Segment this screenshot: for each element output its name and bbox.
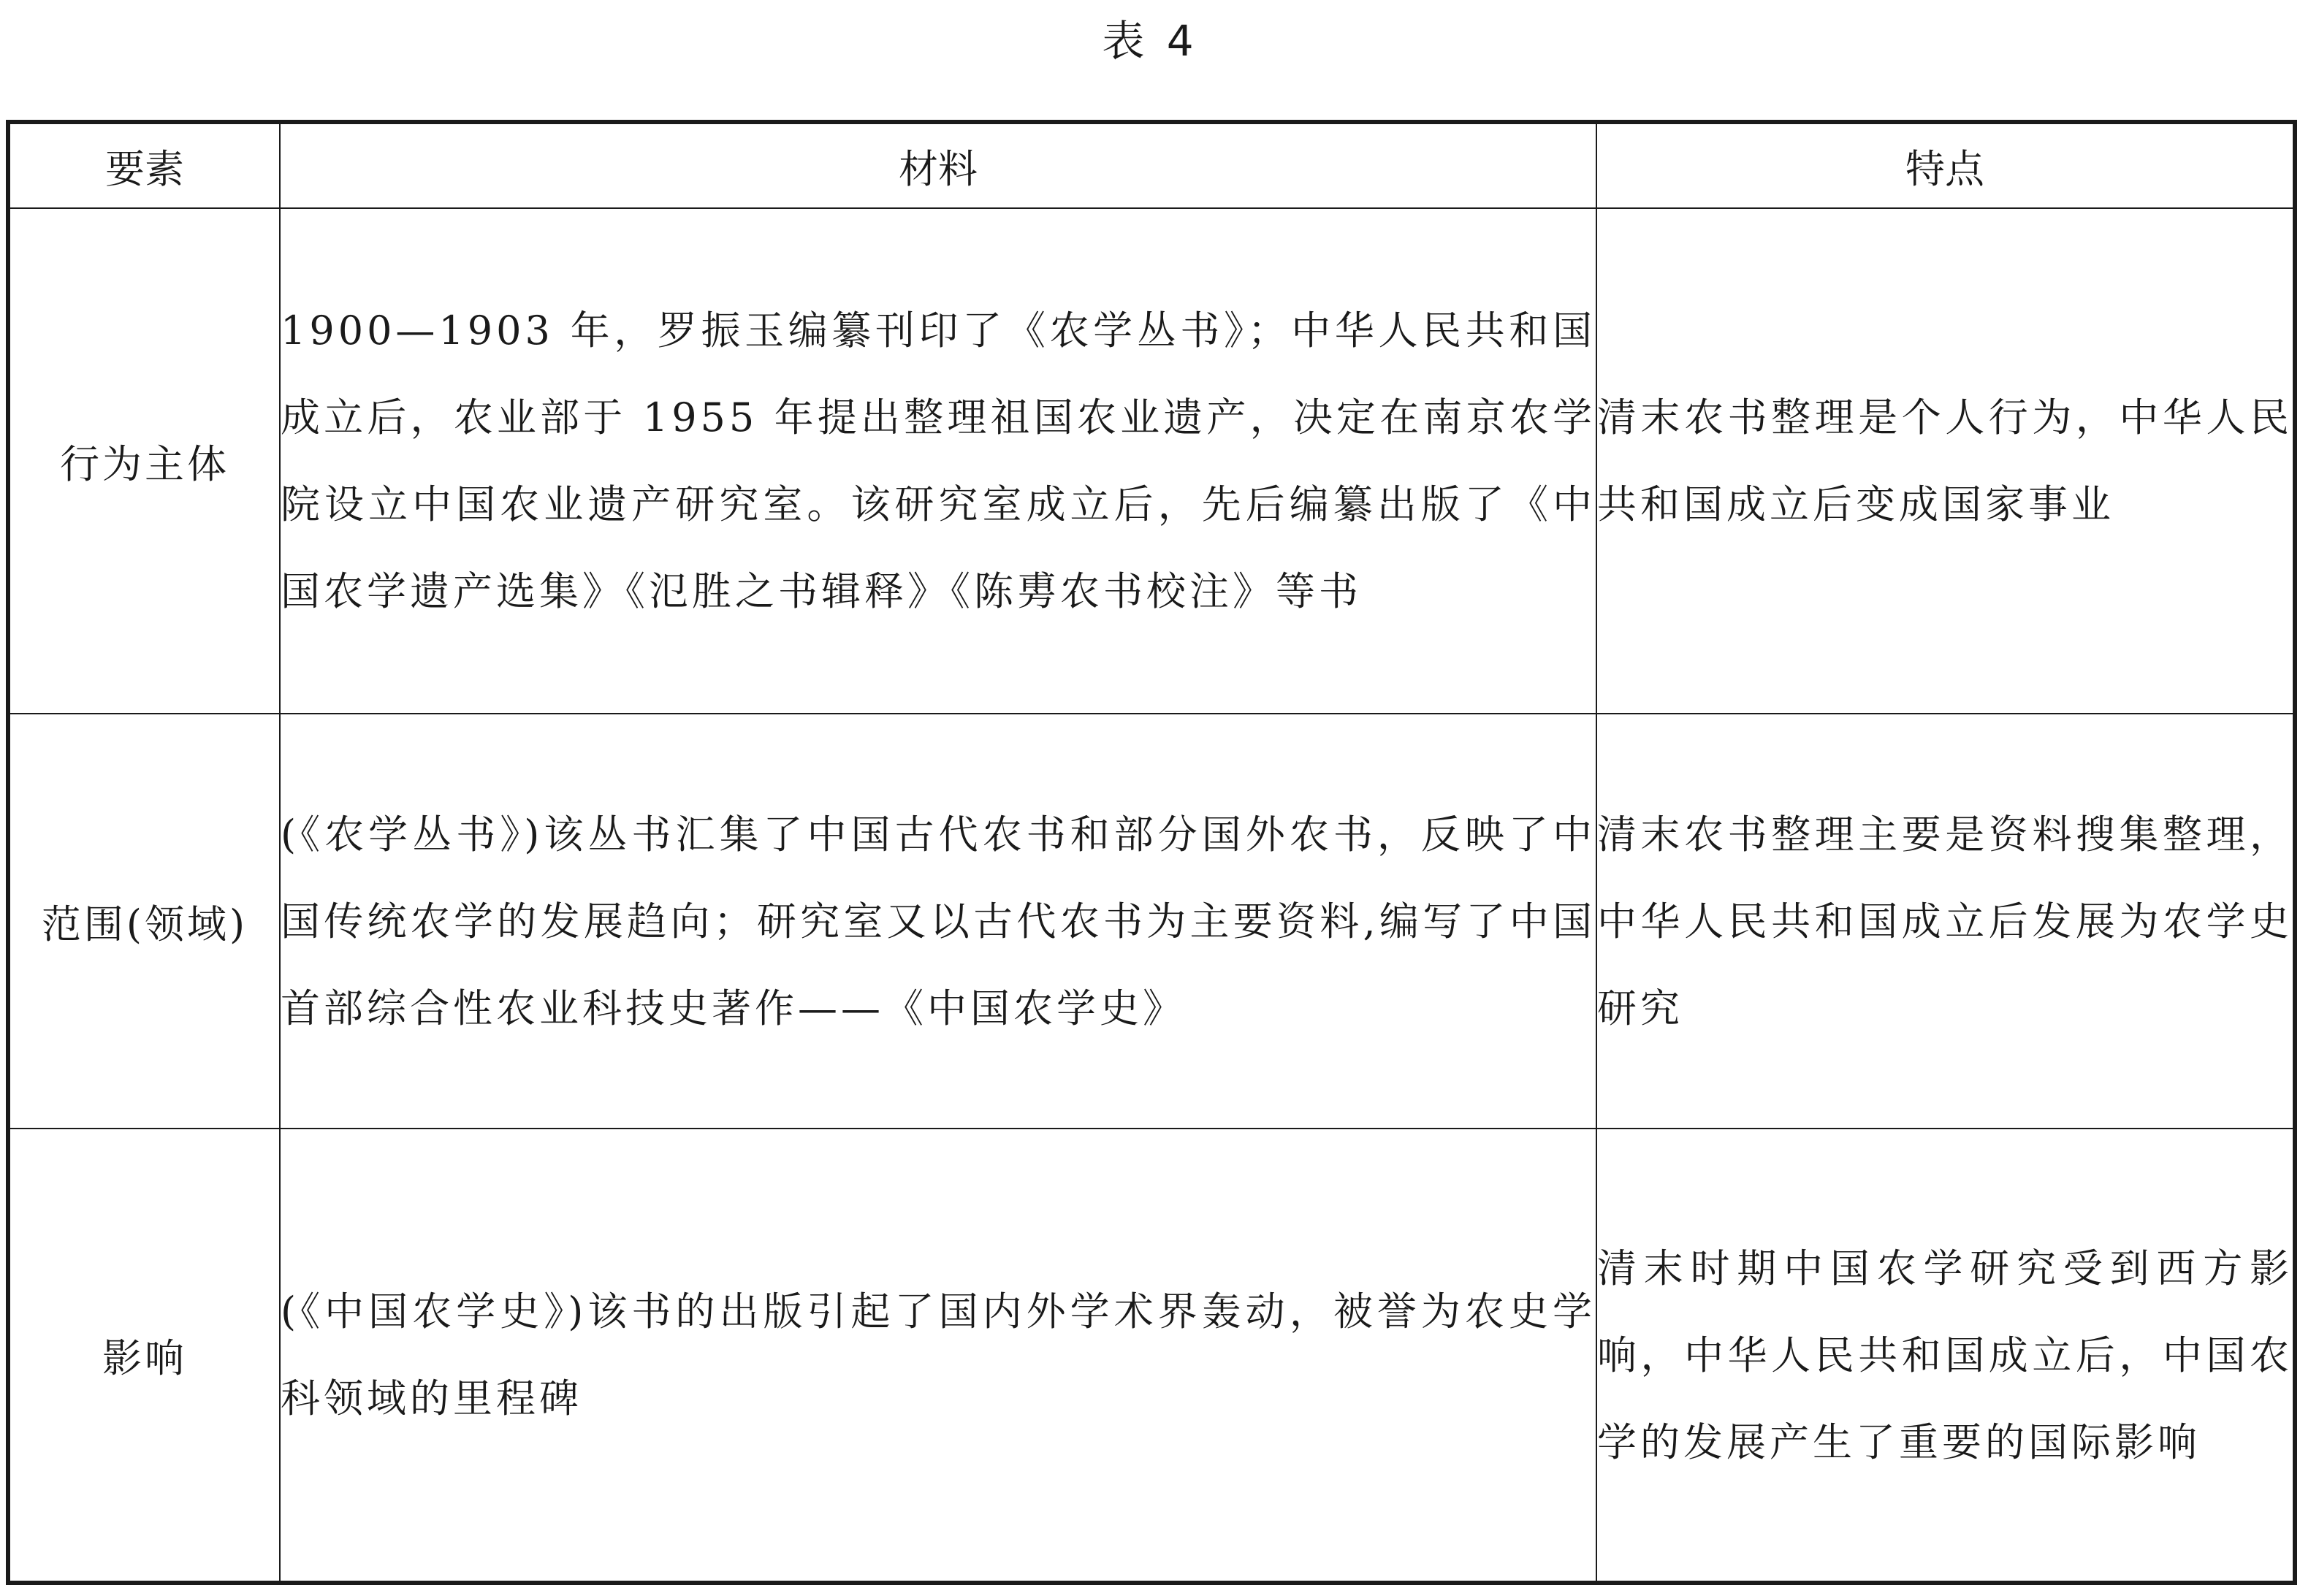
header-feature: 特点 (1596, 122, 2295, 208)
cell-feature: 清末时期中国农学研究受到西方影响，中华人民共和国成立后，中国农学的发展产生了重要的国际影响 (1596, 1129, 2295, 1583)
data-table (6, 120, 2297, 1585)
cell-material: (《农学丛书》)该丛书汇集了中国古代农书和部分国外农书，反映了中国传统农学的发展趋向；研究室又以古代农书为主要资料,编写了中国首部综合性农业科技史著作——《中国农学史》 (280, 714, 1596, 1129)
cell-material: (《中国农学史》)该书的出版引起了国内外学术界轰动，被誉为农史学科领域的里程碑 (280, 1129, 1596, 1583)
header-material: 材料 (280, 122, 1596, 208)
cell-factor: 影响 (8, 1129, 280, 1583)
cell-factor: 行为主体 (8, 208, 280, 714)
table-caption: 表 4 (1102, 16, 1198, 66)
table-row (8, 1129, 2295, 1583)
header-factor: 要素 (8, 122, 280, 208)
header-row (8, 122, 2295, 208)
cell-factor: 范围(领域) (8, 714, 280, 1129)
cell-material: 1900—1903 年，罗振玉编纂刊印了《农学丛书》；中华人民共和国成立后，农业部于 1955 年提出整理祖国农业遗产，决定在南京农学院设立中国农业遗产研究室。该研究室成立后，先后编纂出版了《中国农学遗产选集》《氾胜之书辑释》《陈旉农书校注》等书 (280, 208, 1596, 714)
cell-feature: 清末农书整理主要是资料搜集整理，中华人民共和国成立后发展为农学史研究 (1596, 714, 2295, 1129)
table-row (8, 714, 2295, 1129)
cell-feature: 清末农书整理是个人行为，中华人民共和国成立后变成国家事业 (1596, 208, 2295, 714)
table-row (8, 208, 2295, 714)
